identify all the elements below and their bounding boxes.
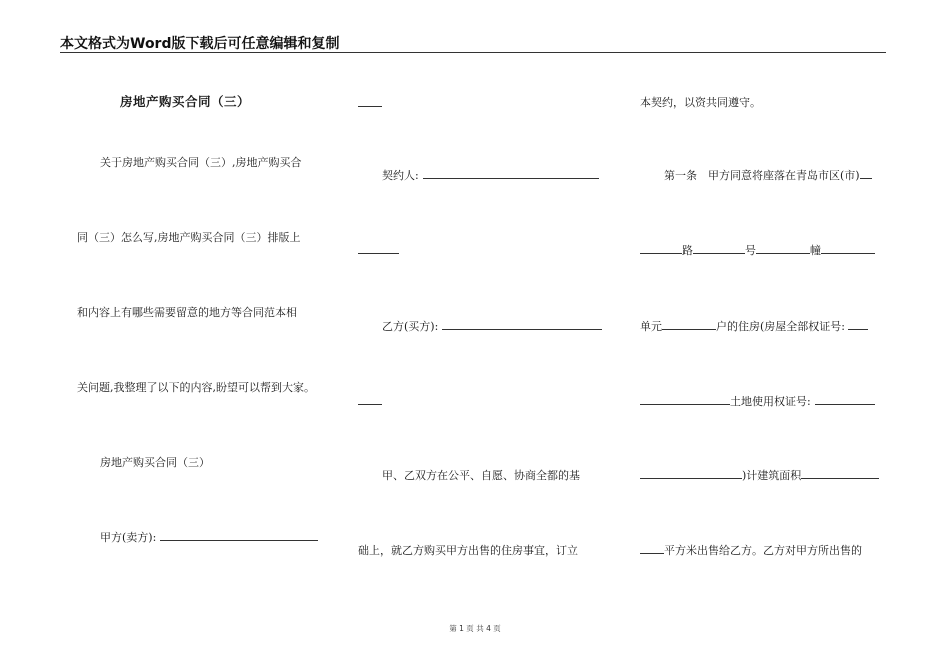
article-one-line: 第一条 甲方同意将座落在青岛市区(市) — [664, 167, 872, 183]
land-cert-line: 土地使用权证号: — [640, 393, 875, 409]
header-text: 本文格式为Word版下载后可任意编辑和复制 — [60, 36, 340, 52]
address-line: 路 号 幢 — [640, 242, 875, 258]
document-title: 房地产购买合同（三） — [120, 94, 251, 109]
party-a-blank — [160, 530, 318, 541]
blank-line — [358, 96, 382, 110]
contract-person-blank — [423, 168, 599, 179]
paragraph-line: 础上，就乙方购买甲方出售的住房事宜，订立 — [358, 544, 578, 557]
blank-line — [358, 243, 399, 257]
unit-line: 单元 户的住房(房屋全部权证号: — [640, 318, 868, 334]
page-footer: 第 1 页 共 4 页 — [449, 624, 501, 633]
paragraph-line: 关于房地产购买合同（三）,房地产购买合 — [100, 156, 302, 169]
contract-person-line — [382, 167, 599, 183]
paragraph-line: 和内容上有哪些需要留意的地方等合同范本相 — [77, 306, 297, 319]
paragraph-line: 同（三）怎么写,房地产购买合同（三）排版上 — [77, 231, 301, 244]
sale-line: 平方米出售给乙方。乙方对甲方所出售的 — [640, 542, 862, 558]
section-heading: 房地产购买合同（三） — [100, 456, 210, 469]
party-b-blank — [442, 319, 602, 330]
header-rule — [60, 52, 886, 53]
party-b-label: 乙方(买方): — [382, 320, 439, 333]
paragraph-line: 关问题,我整理了以下的内容,盼望可以帮到大家。 — [77, 381, 315, 394]
area-line: )计建筑面积 — [640, 467, 879, 483]
party-a-line — [100, 529, 318, 545]
party-a-label: 甲方(卖方): — [100, 531, 157, 544]
paragraph-line: 甲、乙双方在公平、自愿、协商全都的基 — [382, 469, 580, 482]
blank-line — [358, 394, 382, 408]
paragraph-line: 本契约，以资共同遵守。 — [640, 96, 761, 109]
party-b-line — [382, 318, 602, 334]
contract-person-label: 契约人: — [382, 169, 419, 182]
